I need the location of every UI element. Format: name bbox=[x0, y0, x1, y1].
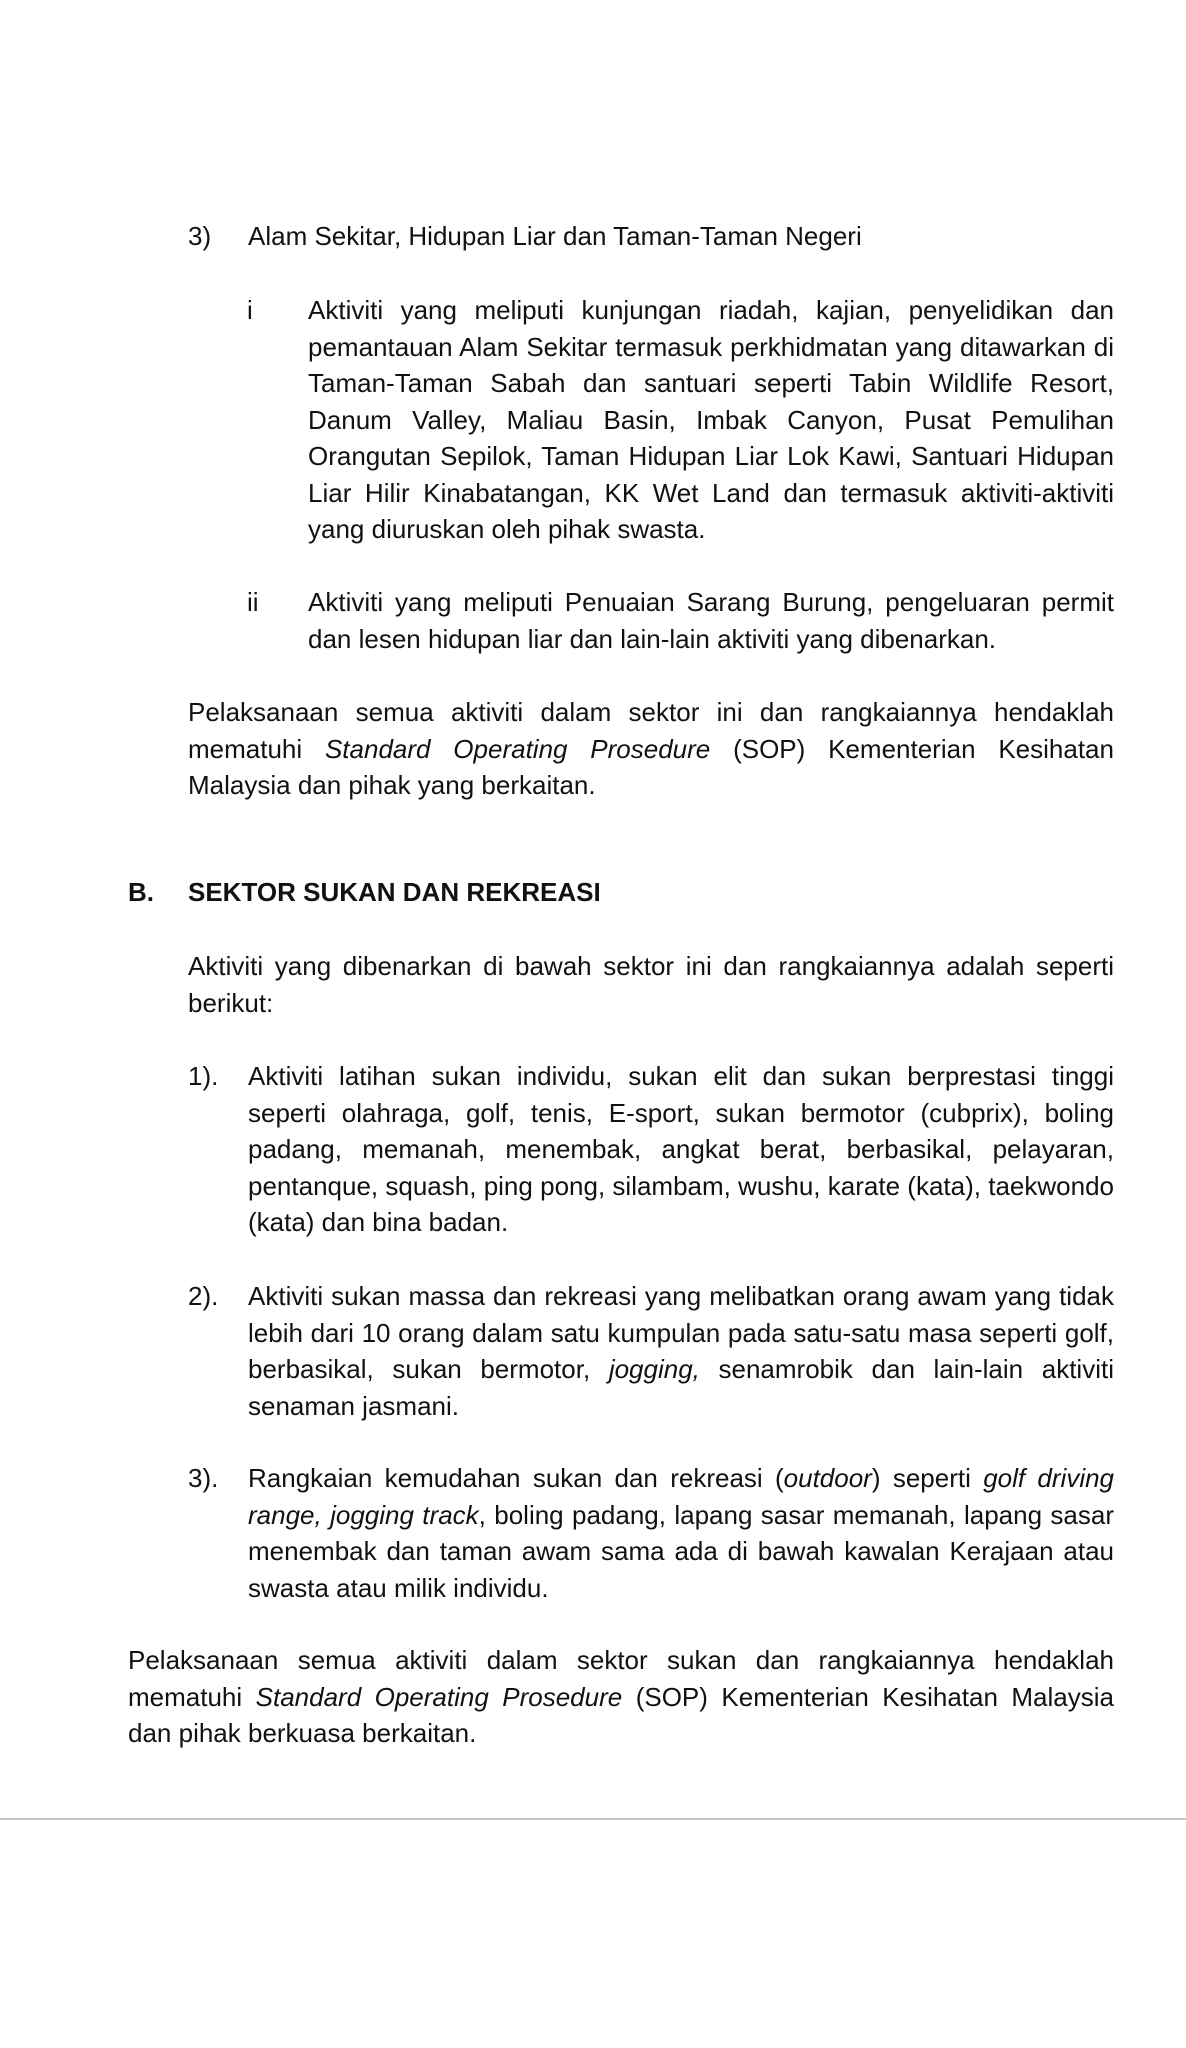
closing-text-end: (SOP) Kementerian Kesihatan Malaysia dan pihak yang berkaitan. bbox=[188, 733, 1114, 800]
page-divider bbox=[0, 1818, 1186, 1820]
item-ii-text: Aktiviti yang meliputi Penuaian Sarang Burung, pengeluaran permit dan lesen hidupan liar dan lain-lain aktiviti yang dibenarkan. bbox=[308, 587, 1114, 654]
item-2-text-start: Aktiviti sukan massa dan rekreasi yang melibatkan orang awam yang tidak lebih dari 10 orang dalam satu kumpulan pada satu-satu masa seperti golf, berbasikal, sukan bermotor, bbox=[248, 1281, 1114, 1384]
section-3-marker: 3) bbox=[188, 221, 212, 251]
item-i-text: Aktiviti yang meliputi kunjungan riadah, kajian, penyelidikan dan pemantauan Alam Sekitar termasuk perkhidmatan yang ditawarkan di Taman-Taman Sabah dan santuari seperti Tabin Wildlife Resort, Danum Valley, Maliau Basin, Imbak Canyon, Pusat Pemulihan Orangutan Sepilok, Taman Hidupan Liar Lok Kawi, Santuari Hidupan Liar Hilir Kinabatangan, KK Wet Land dan termasuk aktiviti-aktiviti yang diuruskan oleh pihak swasta. bbox=[308, 295, 1114, 544]
item-2-text-end: senamrobik dan lain-lain aktiviti senaman jasmani. bbox=[248, 1354, 1114, 1421]
item-3-italic-a: outdoor bbox=[783, 1463, 872, 1493]
item-1-text: Aktiviti latihan sukan individu, sukan elit dan sukan berprestasi tinggi seperti olahraga, golf, tenis, E-sport, sukan bermotor (cubprix), boling padang, memanah, menembak, angkat berat, berbasikal, pelayaran, pentanque, squash, ping pong, silambam, wushu, karate (kata), taekwondo (kata) dan bina badan. bbox=[248, 1061, 1114, 1237]
closing-text-start: Pelaksanaan semua aktiviti dalam sektor ini dan rangkaiannya hendaklah mematuhi bbox=[188, 697, 1114, 764]
section-b-title: SEKTOR SUKAN DAN REKREASI bbox=[188, 877, 601, 907]
section-3-title: Alam Sekitar, Hidupan Liar dan Taman-Taman Negeri bbox=[248, 221, 862, 251]
closing-text-italic: Standard Operating Prosedure bbox=[324, 733, 711, 764]
b-closing-text-start: Pelaksanaan semua aktiviti dalam sektor sukan dan rangkaiannya hendaklah mematuhi bbox=[128, 1645, 1114, 1712]
item-2-text bbox=[248, 1278, 1114, 1424]
item-3-text-a: Rangkaian kemudahan sukan dan rekreasi ( bbox=[248, 1463, 784, 1493]
section-b-letter: B. bbox=[128, 877, 154, 907]
item-3-italic-b: golf driving range, jogging track bbox=[248, 1463, 1115, 1530]
item-i-marker: i bbox=[247, 295, 253, 325]
section-3-closing-paragraph bbox=[188, 694, 1114, 804]
item-2-marker: 2). bbox=[188, 1281, 219, 1311]
b-closing-text-italic: Standard Operating Prosedure bbox=[255, 1681, 623, 1712]
item-3-text-b: ) seperti bbox=[871, 1463, 971, 1493]
item-2-text-italic: jogging, bbox=[608, 1354, 700, 1384]
section-b-intro: Aktiviti yang dibenarkan di bawah sektor ini dan rangkaiannya adalah seperti berikut: bbox=[188, 951, 1114, 1018]
b-closing-text-end: (SOP) Kementerian Kesihatan Malaysia dan pihak berkuasa berkaitan. bbox=[128, 1681, 1114, 1748]
item-3-marker: 3). bbox=[188, 1463, 219, 1493]
item-ii-marker: ii bbox=[247, 587, 259, 617]
item-3-text bbox=[248, 1460, 1114, 1606]
section-b-closing-paragraph bbox=[128, 1642, 1114, 1752]
item-3-text-c: , boling padang, lapang sasar memanah, lapang sasar menembak dan taman awam sama ada di bawah kawalan Kerajaan atau swasta atau milik individu. bbox=[248, 1499, 1114, 1603]
item-1-marker: 1). bbox=[188, 1061, 219, 1091]
